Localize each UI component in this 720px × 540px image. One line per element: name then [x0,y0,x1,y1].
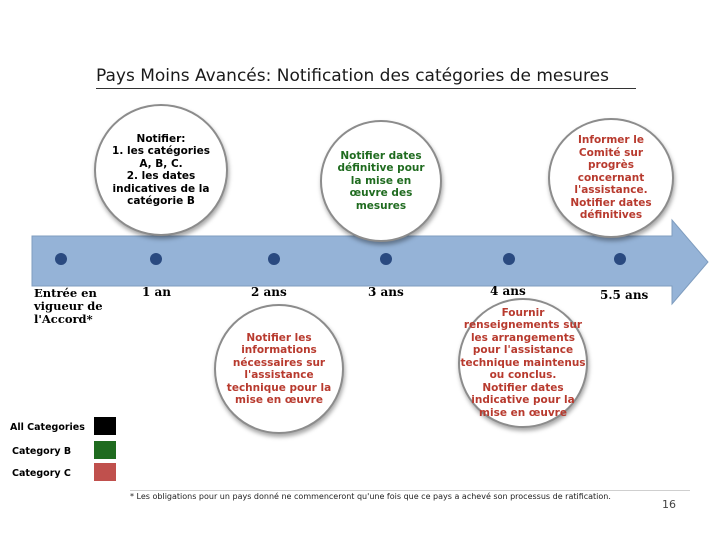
bubble-year4-arrangements [458,298,588,428]
legend-swatch-category-b [94,441,116,459]
legend-swatch-category-c [94,463,116,481]
timeline-dot-entry [55,253,67,265]
page-number: 16 [662,498,676,511]
year-label-4: 4 ans [490,284,526,298]
timeline-dot-year2 [268,253,280,265]
entry-into-force-label: Entrée en vigueur de l'Accord* [34,286,103,326]
bubble-year4-text: Fournir renseignements sur les arrangements pour l'assistance technique maintenus ou conclus. Notifier dates indicative pour la mise en œuvre [460,306,586,419]
legend-label-category-b: Category B [12,446,72,457]
legend-label-all: All Categories [10,422,85,433]
timeline-dot-year5-5 [614,253,626,265]
bubble-year1-text: Notifier: 1. les catégories A, B, C. 2. les dates indicatives de la catégorie B [112,132,210,207]
title-underline [96,88,636,89]
bubble-year3-definitive-dates [320,120,442,242]
year-label-3: 3 ans [368,285,404,299]
year-label-5-5: 5.5 ans [600,288,649,302]
bubble-year3-text: Notifier dates définitive pour la mise en œuvre des mesures [337,149,425,212]
footnote: * Les obligations pour un pays donné ne commenceront qu'une fois que ce pays a achevé son processus de ratification. [130,490,690,501]
timeline-dot-year4 [503,253,515,265]
bubble-year2-technical-assistance [214,304,344,434]
bubble-year2-text: Notifier les informations nécessaires sur l'assistance technique pour la mise en œuvre [226,331,332,406]
timeline-dot-year1 [150,253,162,265]
year-label-1: 1 an [142,285,172,299]
legend-label-category-c: Category C [12,468,71,479]
bubble-year5-text: Informer le Comité sur progrès concernant l'assistance. Notifier dates définitives [570,134,652,222]
bubble-year1-notify-categories [94,104,228,236]
bubble-year5-inform-committee [548,118,674,238]
year-label-2: 2 ans [251,285,287,299]
timeline-dot-year3 [380,253,392,265]
legend-swatch-all [94,417,116,435]
page-title: Pays Moins Avancés: Notification des catégories de mesures [96,66,609,86]
